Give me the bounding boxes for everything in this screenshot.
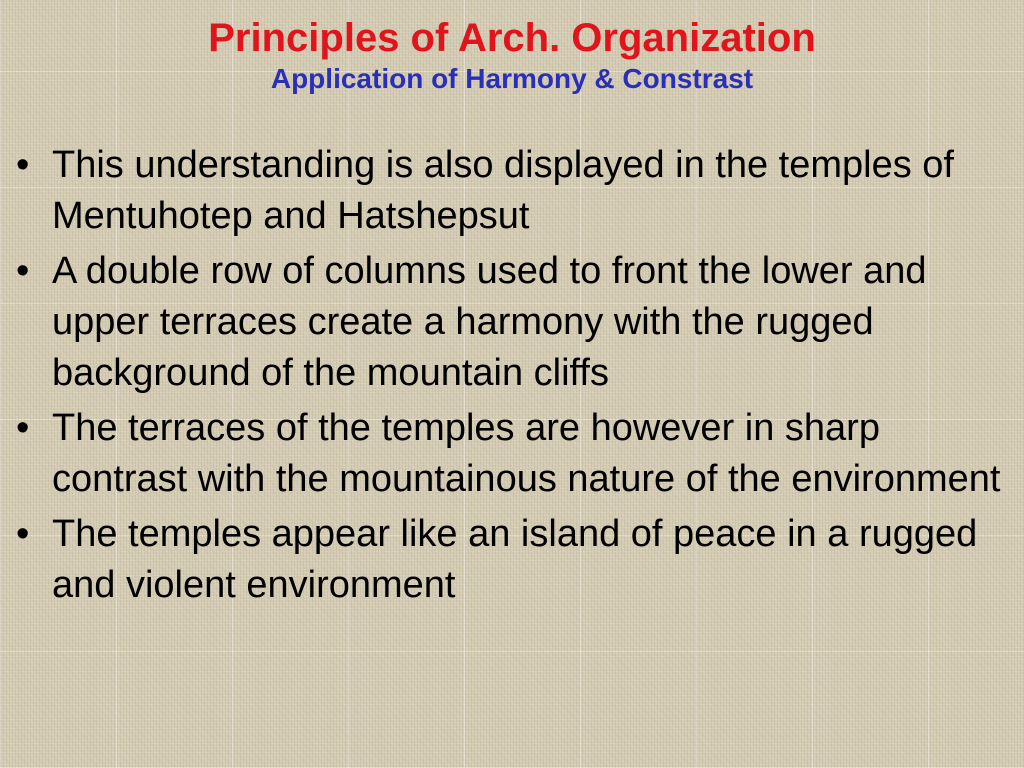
bullet-text: A double row of columns used to front the lower and upper terraces create a harmony with the rugged background of the mountain cliffs bbox=[52, 250, 927, 394]
bullet-icon: • bbox=[16, 144, 30, 186]
bullet-item bbox=[14, 140, 1014, 242]
bullet-item bbox=[14, 403, 1014, 505]
bullet-item bbox=[14, 246, 1014, 399]
slide-title: Principles of Arch. Organization bbox=[208, 16, 816, 60]
bullet-icon: • bbox=[16, 407, 30, 449]
title-block bbox=[0, 14, 1024, 96]
bullet-list bbox=[14, 140, 1014, 615]
bullet-text: This understanding is also displayed in the temples of Mentuhotep and Hatshepsut bbox=[52, 144, 954, 237]
bullet-text: The terraces of the temples are however in sharp contrast with the mountainous nature of the environment bbox=[52, 407, 1001, 500]
bullet-icon: • bbox=[16, 250, 30, 292]
slide-subtitle: Application of Harmony & Constrast bbox=[270, 63, 754, 94]
bullet-item bbox=[14, 509, 1014, 611]
bullet-text: The temples appear like an island of peace in a rugged and violent environment bbox=[52, 513, 978, 606]
bullet-icon: • bbox=[16, 513, 30, 555]
